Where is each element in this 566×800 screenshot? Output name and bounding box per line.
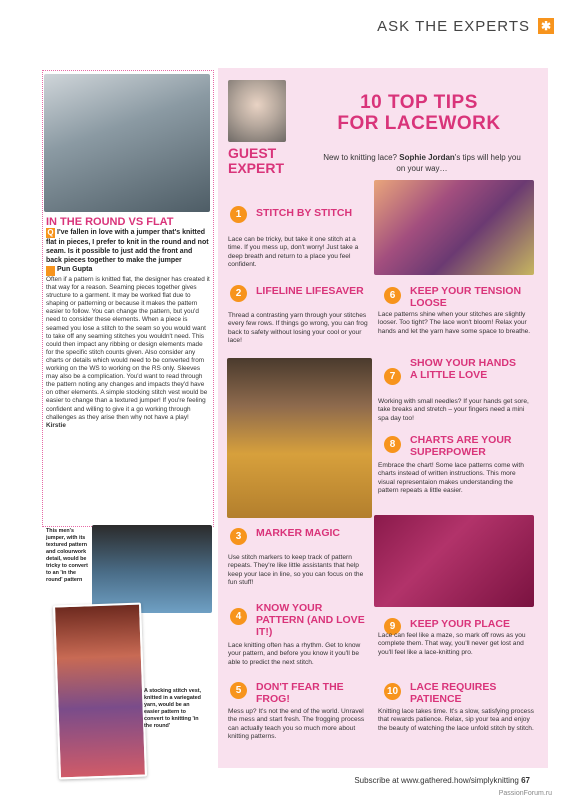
tip-body: Lace can be tricky, but take it one stitch at a time. If you mess up, don't worry! Just take a deep breath and return to a place you feel confident.	[228, 236, 359, 269]
model-lace-top-photo	[227, 358, 372, 518]
section-title: ASK THE EXPERTS	[377, 18, 530, 35]
tip-title: STITCH BY STITCH	[256, 207, 353, 219]
qa-question	[46, 228, 210, 265]
page-number: 67	[521, 776, 530, 785]
qa-author	[46, 266, 92, 276]
intro-text: New to knitting lace? Sophie Jordan's tips will help you on your way…	[323, 153, 521, 173]
tip-title: KEEP YOUR TENSION LOOSE	[410, 285, 522, 309]
tip-title: CHARTS ARE YOUR SUPERPOWER	[410, 434, 512, 458]
tip-body: Embrace the chart! Some lace patterns come with charts instead of written instructions. This more visual representaion makes understanding the pattern repeats a little easier.	[378, 462, 524, 495]
tip-number: 2	[230, 285, 247, 302]
knitting-in-progress-photo	[44, 74, 210, 212]
tip-body: Use stitch markers to keep track of pattern repeats. They're like little assistants that help keep your lace in line, so you can focus on the fun stuff!	[228, 554, 364, 587]
tip-body: Knitting lace takes time. It's a slow, satisfying process that rewards patience. Relax, sip your tea and enjoy the beauty of watching the lace unfold stitch by stitch.	[378, 708, 534, 732]
lace-shawl-photo	[374, 180, 534, 275]
qa-title: IN THE ROUND VS FLAT	[46, 216, 174, 228]
woman-vest-photo	[53, 603, 147, 780]
tip-body: Lace can feel like a maze, so mark off rows as you complete them. That way, you'll never get lost and you'll feel like a lace-knitting pro.	[378, 632, 526, 656]
tip-title: LIFELINE LIFESAVER	[256, 285, 364, 297]
main-title: 10 TOP TIPS FOR LACEWORK	[337, 92, 501, 134]
signoff: Kirstie	[46, 421, 66, 429]
tip-body: Lace patterns shine when your stitches are slightly looser. Too tight? The lace won't bloom! Relax your hands and let the yarn have some space to breathe.	[378, 311, 531, 335]
tip-number: 5	[230, 682, 247, 699]
tip-number: 3	[230, 528, 247, 545]
tip-title: MARKER MAGIC	[256, 527, 340, 539]
qa-answer	[46, 276, 210, 430]
question-text: I've fallen in love with a jumper that's knitted flat in pieces, I prefer to knit in the round and not seam. Is it possible to just add the front and back pieces together to make the jumper	[46, 229, 209, 264]
caption-man: This men's jumper, with its textured pattern and colourwork detail, would be tricky to convert to an 'in the round' pattern	[46, 528, 88, 583]
man-jumper-photo	[92, 525, 212, 613]
tip-title: LACE REQUIRES PATIENCE	[410, 681, 497, 705]
footer	[354, 776, 530, 785]
tip-body: Thread a contrasting yarn through your stitches every few rows. If things go wrong, you can frog back to safety without losing your cool or your lace!	[228, 312, 368, 345]
tip-body: Mess up? It's not the end of the world. Unravel the mess and start fresh. The frogging process can actually teach you so much more about knitting patterns.	[228, 708, 365, 741]
tip-number: 10	[384, 683, 401, 700]
tip-title: KNOW YOUR PATTERN (AND LOVE IT!)	[256, 602, 365, 638]
guest-expert-label: GUEST EXPERT	[228, 145, 285, 176]
author-badge	[46, 266, 55, 276]
lace-swatch-photo	[374, 515, 534, 607]
author-name: Pun Gupta	[57, 266, 93, 273]
watermark: PassionForum.ru	[498, 790, 552, 797]
tip-title: DON'T FEAR THE FROG!	[256, 681, 344, 705]
tip-body: Working with small needles? If your hands get sore, take breaks and stretch – your fingers need a mini spa day too!	[378, 398, 529, 422]
tip-number: 7	[384, 368, 401, 385]
tip-title: KEEP YOUR PLACE	[410, 618, 510, 630]
tip-body: Lace knitting often has a rhythm. Get to know your pattern, and before you know it you'll be able to predict the next stitch.	[228, 642, 361, 666]
tip-number: 6	[384, 287, 401, 304]
tip-number: 4	[230, 608, 247, 625]
tip-number: 9	[384, 618, 401, 635]
tip-number: 8	[384, 436, 401, 453]
question-badge: Q	[47, 228, 54, 237]
star-icon: ✱	[538, 18, 554, 34]
tip-number: 1	[230, 206, 247, 223]
answer-text: Often if a pattern is knitted flat, the designer has created it that way for a reason. Seaming pieces together gives structure to a garment. It may be worked flat due to shaping or patterning or because it makes the pattern easier to follow. You can change the pattern, but you'd need to consider these elements. When a piece is seamed you lose a stitch to the seam so you would want to take off any seaming stitches you wouldn't need. This could then impact any ribbing or design elements made for the specific stitch counts given. Also consider any charts or details which would need to be converted from working on the WS to working on the RS only. Sleeves may also be a complication. You'd want to read through the pattern noting any changes and impacts they'd have on other elements. A simple stocking stitch vest would be easier to change than a textured jumper! If you're feeling confident and willing to give it a go working through challenges as they arise then why not have a play!	[46, 276, 210, 421]
tip-title: SHOW YOUR HANDS A LITTLE LOVE	[410, 357, 516, 381]
subscribe-link[interactable]: Subscribe at www.gathered.how/simplyknitting	[354, 776, 519, 785]
expert-portrait	[228, 80, 286, 142]
caption-woman: A stocking stitch vest, knitted in a variegated yarn, would be an easier pattern to convert to knitting 'in the round'	[144, 688, 202, 729]
